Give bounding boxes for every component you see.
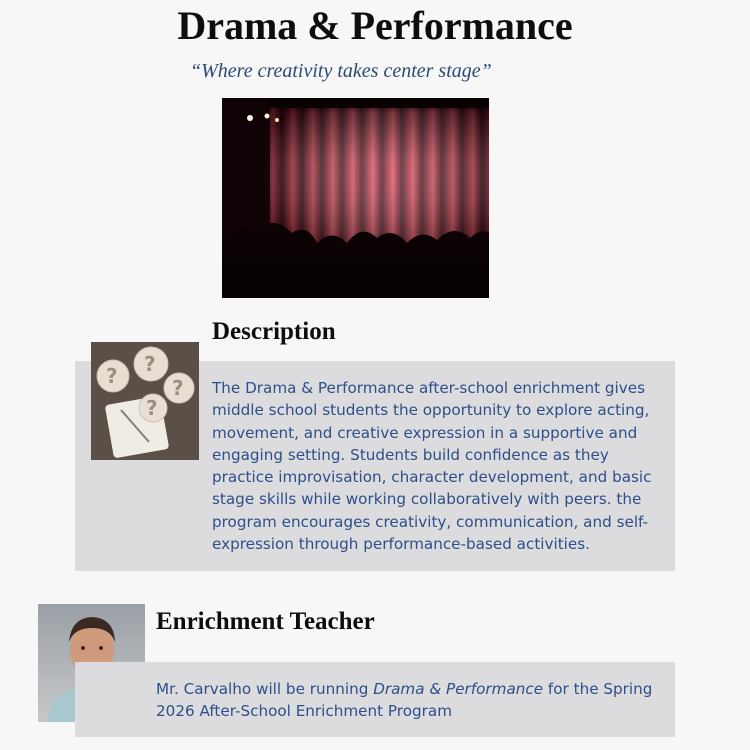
- teacher-text-before: Mr. Carvalho will be running: [156, 680, 374, 698]
- stage-curtain-image: [222, 98, 489, 298]
- svg-text:?: ?: [144, 352, 156, 376]
- program-name: Drama & Performance: [373, 680, 544, 698]
- svg-text:?: ?: [106, 364, 118, 388]
- description-heading: Description: [212, 318, 336, 345]
- teacher-heading: Enrichment Teacher: [156, 608, 375, 635]
- teacher-text-after: for the Spring 2026 After-School Enrichment Program: [156, 680, 653, 721]
- question-cards-image: [91, 342, 199, 460]
- page-title: Drama & Performance: [177, 3, 573, 48]
- svg-text:?: ?: [172, 376, 184, 400]
- svg-text:?: ?: [146, 396, 158, 420]
- teacher-info-text: [156, 678, 656, 723]
- tagline: “Where creativity takes center stage”: [190, 60, 492, 82]
- description-body: The Drama & Performance after-school enrichment gives middle school students the opportunity to explore acting, movement, and creative expression in a supportive and engaging setting. Students build confidence as they practice improvisation, character development, and basic stage skills while working collaboratively with peers. the program encourages creativity, communication, and self-expression through performance-based activities.: [212, 379, 652, 554]
